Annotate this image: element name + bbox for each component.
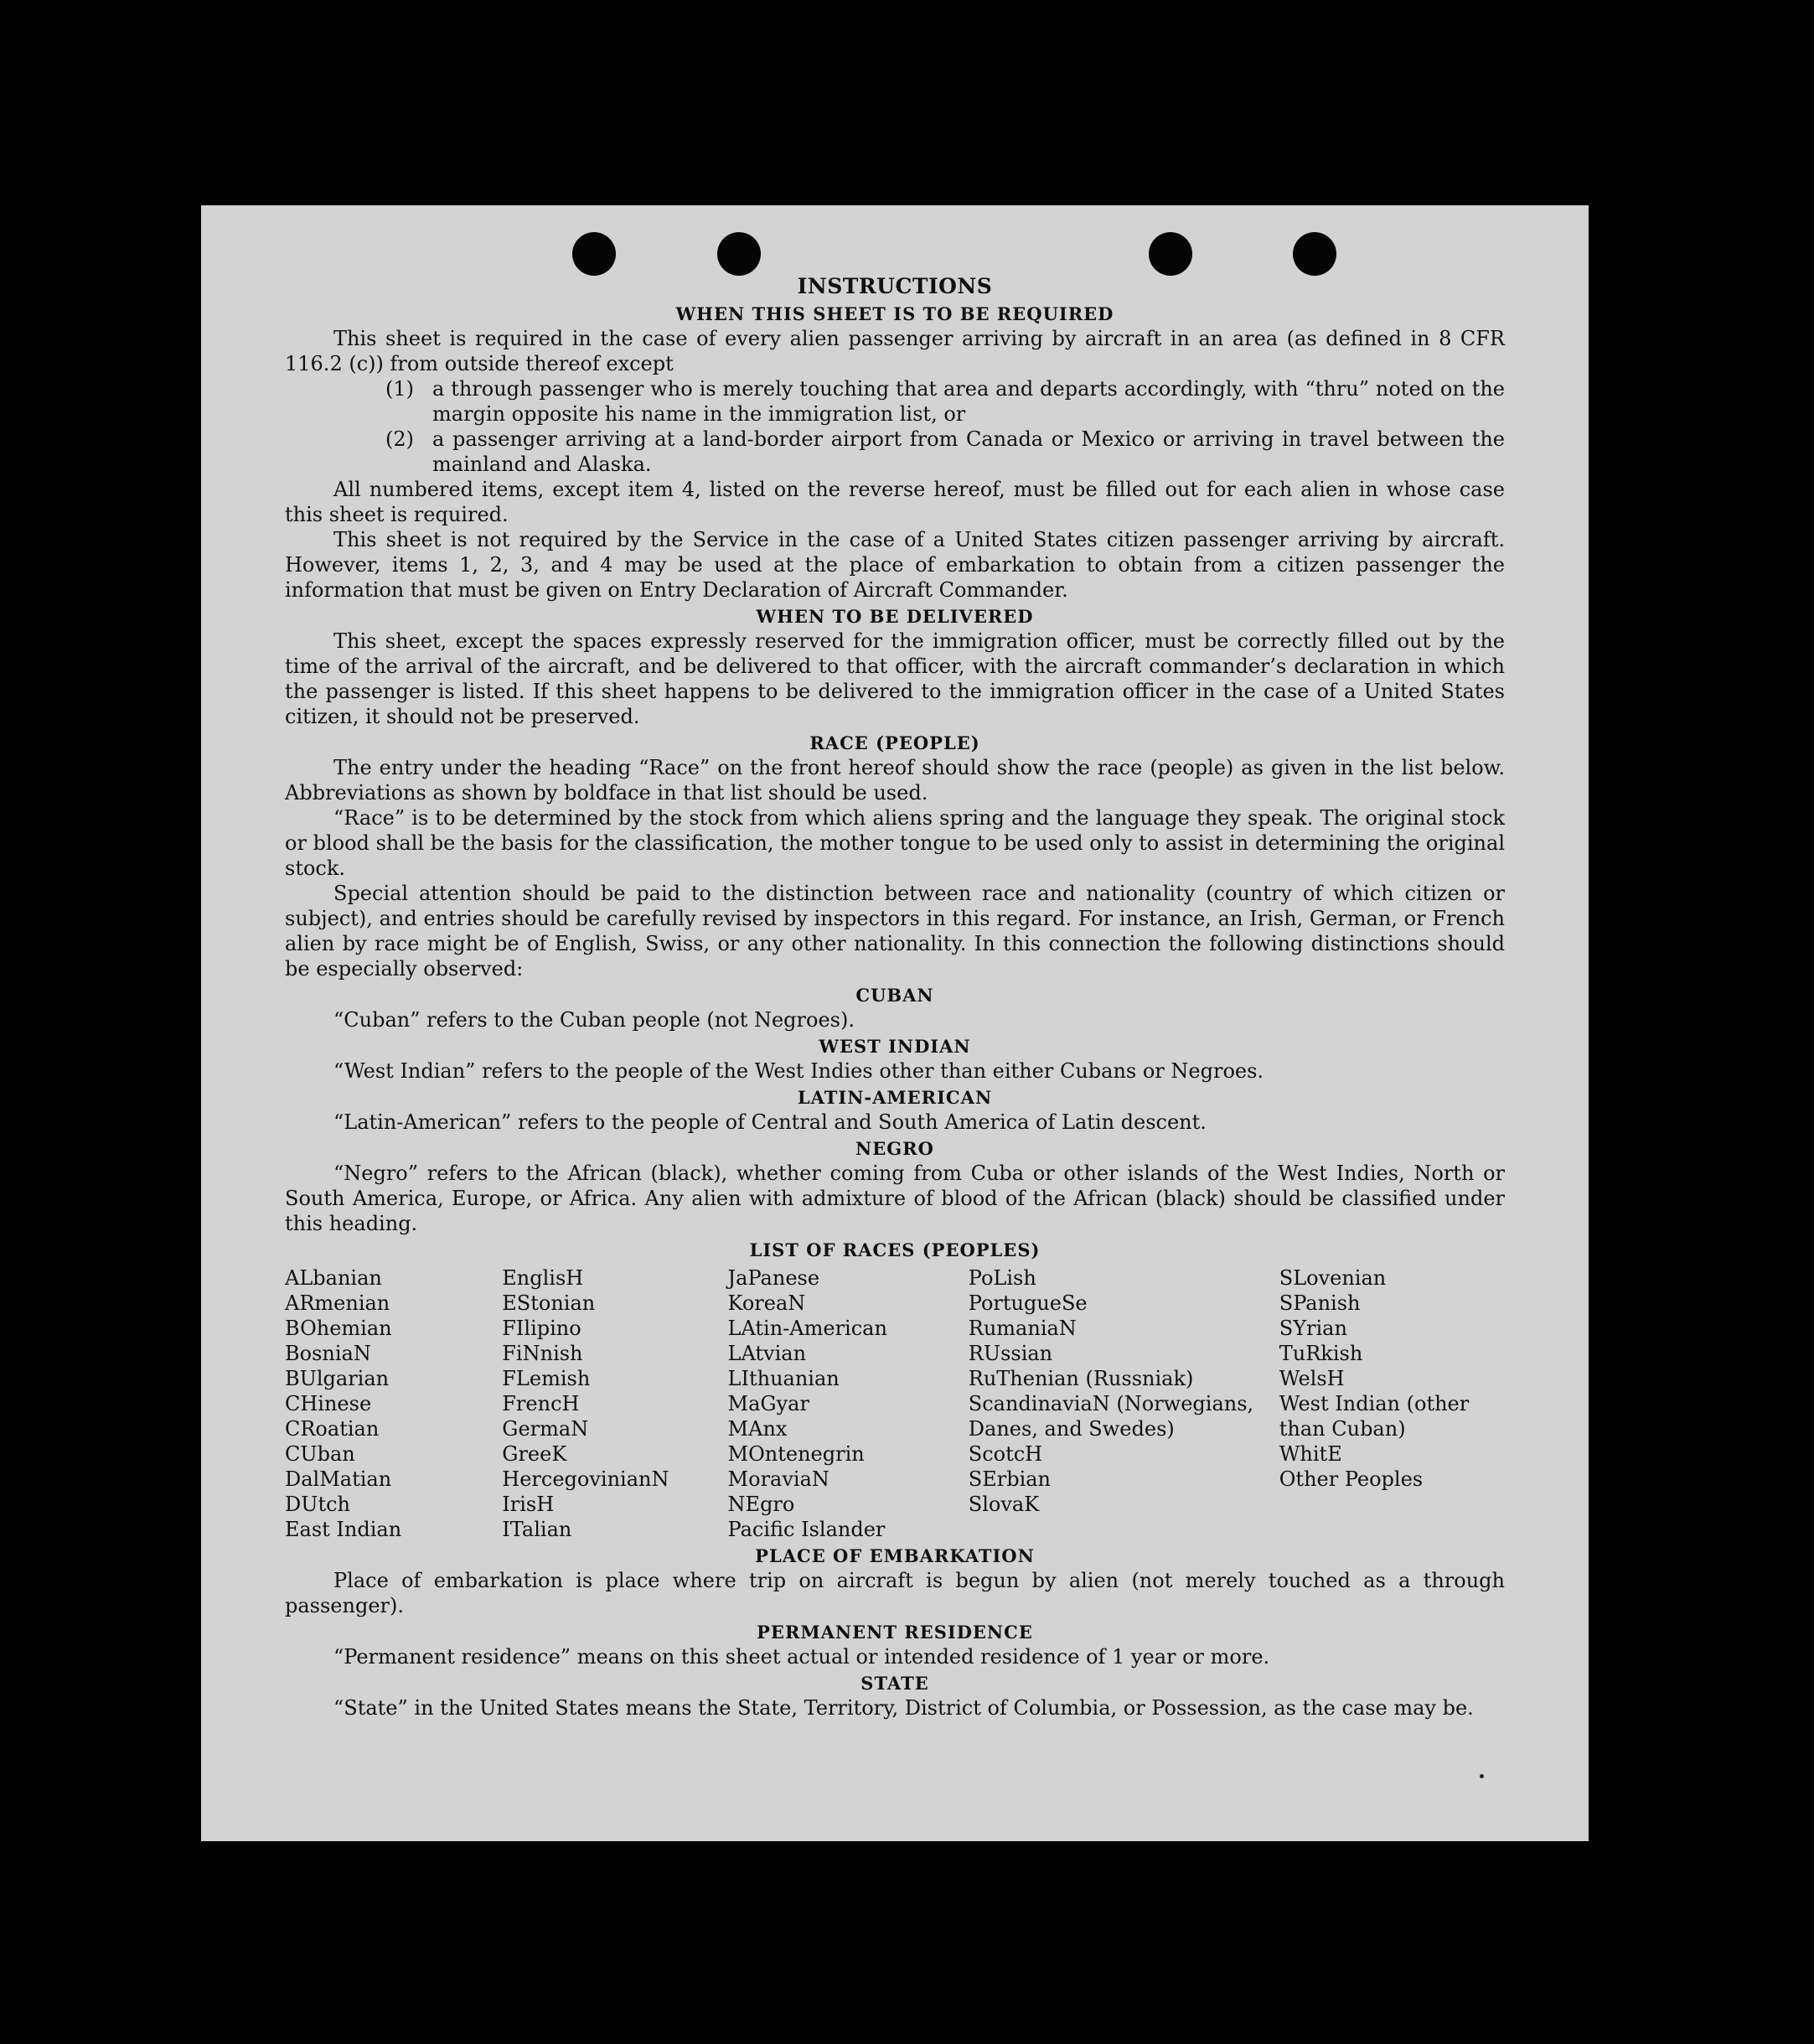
race-entry: Other Peoples: [1279, 1467, 1424, 1491]
race-entry: CRoatian: [285, 1417, 380, 1441]
race-column: [1279, 1265, 1505, 1542]
race-column: [502, 1265, 727, 1542]
race-entry: RuThenian (Russniak): [968, 1367, 1194, 1390]
paragraph: “Race” is to be determined by the stock from which aliens spring and the language they speak. The original stock or blood shall be the basis for the classification, the mother tongue to be used only to assist in determining the original stock.: [285, 806, 1505, 880]
race-entry: BosniaN: [285, 1342, 371, 1365]
race-entry: FrencH: [502, 1392, 580, 1415]
section-heading: WHEN THIS SHEET IS TO BE REQUIRED: [675, 303, 1114, 324]
race-entry: DUtch: [285, 1493, 351, 1516]
race-entry: Pacific Islander: [727, 1518, 886, 1541]
paragraph: “West Indian” refers to the people of the West Indies other than either Cubans or Negroes.: [333, 1059, 1264, 1083]
race-entry: RUssian: [968, 1342, 1053, 1365]
paragraph: All numbered items, except item 4, listed on the reverse hereof, must be filled out for each alien in whose case this sheet is required.: [285, 478, 1505, 526]
paragraph: Place of embarkation is place where trip on aircraft is begun by alien (not merely touched as a through passenger).: [285, 1569, 1505, 1617]
paragraph: This sheet, except the spaces expressly reserved for the immigration officer, must be correctly filled out by the time of the arrival of the aircraft, and be delivered to that officer, with the aircraft commander’s declaration in which the passenger is listed. If this sheet happens to be delivered to the immigration officer in the case of a United States citizen, it should not be preserved.: [285, 629, 1505, 728]
race-entry: LAtin-American: [727, 1317, 887, 1340]
race-entry: LIthuanian: [727, 1367, 840, 1390]
race-entry: BOhemian: [285, 1317, 392, 1340]
ink-dot: [1480, 1774, 1484, 1778]
race-entry: CHinese: [285, 1392, 372, 1415]
race-entry: DalMatian: [285, 1467, 392, 1491]
paragraph: “Latin-American” refers to the people of Central and South America of Latin descent.: [333, 1110, 1207, 1134]
punch-hole: [717, 232, 761, 276]
race-entry: SPanish: [1279, 1291, 1361, 1315]
paragraph: This sheet is not required by the Service in the case of a United States citizen passenger arriving by aircraft. However, items 1, 2, 3, and 4 may be used at the place of embarkation to obtain from a citizen passenger the information that must be given on Entry Declaration of Aircraft Commander.: [285, 528, 1505, 602]
race-entry: NEgro: [727, 1493, 795, 1516]
race-entry: WelsH: [1279, 1367, 1345, 1390]
race-entry: KoreaN: [727, 1291, 806, 1315]
race-entry: MaGyar: [727, 1392, 809, 1415]
subsection-heading: WEST INDIAN: [819, 1036, 971, 1057]
subsection-heading: LATIN-AMERICAN: [797, 1087, 993, 1108]
race-entry: RumaniaN: [968, 1317, 1077, 1340]
race-entry: ITalian: [502, 1518, 572, 1541]
race-column: [285, 1265, 502, 1542]
race-entry: ScotcH: [968, 1442, 1043, 1466]
race-entry: PortugueSe: [968, 1291, 1088, 1315]
race-entry: IrisH: [502, 1493, 555, 1516]
race-entry: GermaN: [502, 1417, 589, 1441]
item-number: (2): [385, 427, 414, 451]
section-heading: PERMANENT RESIDENCE: [757, 1622, 1033, 1643]
race-entry: JaPanese: [727, 1266, 820, 1290]
subsection-heading: CUBAN: [855, 985, 934, 1006]
paragraph: “Permanent residence” means on this sheet actual or intended residence of 1 year or more.: [333, 1645, 1270, 1669]
section-heading: RACE (PEOPLE): [809, 732, 980, 753]
race-entry: SErbian: [968, 1467, 1052, 1491]
punch-hole: [1149, 232, 1192, 276]
race-entry: FiNnish: [502, 1342, 583, 1365]
race-entry: ALbanian: [285, 1266, 382, 1290]
document-sheet: [201, 205, 1589, 1841]
section-heading: PLACE OF EMBARKATION: [755, 1545, 1035, 1566]
paragraph: “Cuban” refers to the Cuban people (not Negroes).: [333, 1008, 855, 1032]
punch-hole: [572, 232, 616, 276]
punch-hole: [1293, 232, 1336, 276]
race-entry: MOntenegrin: [727, 1442, 865, 1466]
race-entry: SlovaK: [968, 1493, 1040, 1516]
race-entry: BUlgarian: [285, 1367, 390, 1390]
list-item: [285, 376, 1505, 427]
race-entry: ScandinaviaN (Norwegians, Danes, and Swedes): [968, 1392, 1254, 1441]
race-entry: TuRkish: [1279, 1342, 1363, 1365]
paragraph: This sheet is required in the case of every alien passenger arriving by aircraft in an area (as defined in 8 CFR 116.2 (c)) from outside thereof except: [285, 327, 1505, 375]
subsection-heading: NEGRO: [855, 1138, 934, 1159]
race-entry: GreeK: [502, 1442, 567, 1466]
paragraph: Special attention should be paid to the distinction between race and nationality (country of which citizen or subject), and entries should be carefully revised by inspectors in this regard. For instance, an Irish, German, or French alien by race might be of English, Swiss, or any other nationality. In this connection the following distinctions should be especially observed:: [285, 882, 1505, 981]
race-entry: WhitE: [1279, 1442, 1342, 1466]
item-text: a through passenger who is merely touching that area and departs accordingly, with “thru” noted on the margin opposite his name in the immigration list, or: [432, 377, 1505, 426]
race-entry: HercegovinianN: [502, 1467, 669, 1491]
race-entry: CUban: [285, 1442, 355, 1466]
race-entry: SYrian: [1279, 1317, 1347, 1340]
race-column: [728, 1265, 969, 1542]
race-entry: MAnx: [727, 1417, 788, 1441]
paragraph: “Negro” refers to the African (black), whether coming from Cuba or other islands of the West Indies, North or South America, Europe, or Africa. Any alien with admixture of blood of the African (black) should be classified under this heading.: [285, 1162, 1505, 1235]
list-item: [285, 427, 1505, 477]
race-entry: EnglisH: [502, 1266, 584, 1290]
race-entry: West Indian (other than Cuban): [1279, 1392, 1470, 1441]
race-entry: EStonian: [502, 1291, 596, 1315]
section-heading: STATE: [860, 1673, 929, 1694]
race-entry: FIlipino: [502, 1317, 581, 1340]
race-entry: MoraviaN: [727, 1467, 829, 1491]
item-text: a passenger arriving at a land-border airport from Canada or Mexico or arriving in travel between the mainland and Alaska.: [432, 427, 1505, 476]
race-entry: LAtvian: [727, 1342, 807, 1365]
section-heading: LIST OF RACES (PEOPLES): [749, 1239, 1041, 1260]
race-entry: PoLish: [968, 1266, 1036, 1290]
item-number: (1): [385, 377, 414, 401]
race-entry: SLovenian: [1279, 1266, 1387, 1290]
paragraph: The entry under the heading “Race” on the front hereof should show the race (people) as given in the list below. Abbreviations as shown by boldface in that list should be used.: [285, 756, 1505, 805]
document-title: INSTRUCTIONS: [797, 274, 993, 298]
race-entry: ARmenian: [285, 1291, 390, 1315]
race-entry: East Indian: [285, 1518, 402, 1541]
race-entry: FLemish: [502, 1367, 591, 1390]
race-column: [969, 1265, 1279, 1542]
section-heading: WHEN TO BE DELIVERED: [756, 606, 1034, 627]
paragraph: “State” in the United States means the State, Territory, District of Columbia, or Possession, as the case may be.: [333, 1696, 1474, 1720]
race-list: [285, 1265, 1505, 1542]
